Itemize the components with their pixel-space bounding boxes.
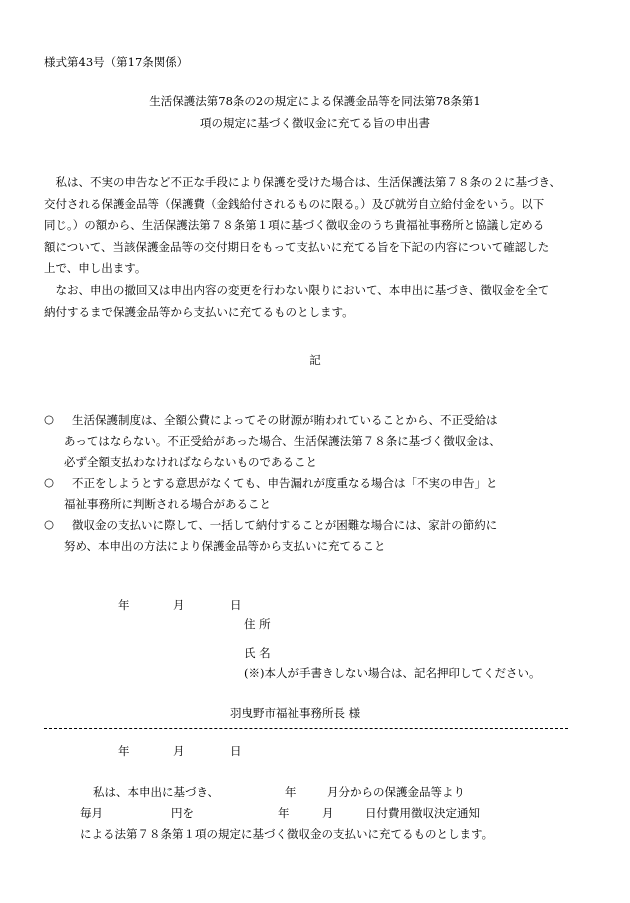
date-year-label: 年 xyxy=(118,598,130,612)
lower-line-1-a: 私は、本申出に基づき、 xyxy=(93,785,220,799)
signature-note: (※)本人が手書きしない場合は、記名押印してください。 xyxy=(244,666,541,680)
declaration-body xyxy=(44,172,590,323)
name-label: 氏 名 xyxy=(244,646,271,660)
item-3-line-1: 徴収金の支払いに際して、一括して納付することが困難な場合には、家計の節約に xyxy=(72,518,498,532)
title-line-2: 項の規定に基づく徴収金に充てる旨の申出書 xyxy=(200,116,430,130)
title-line-1: 生活保護法第78条の2の規定による保護金品等を同法第78条第1 xyxy=(149,94,481,108)
bullet-circle-icon: ○ xyxy=(44,517,55,531)
ki-heading: 記 xyxy=(309,353,321,367)
item-3-line-2: 努め、本申出の方法により保護金品等から支払いに充てること xyxy=(64,539,386,553)
item-2-line-2: 福祉事務所に判断される場合があること xyxy=(64,497,271,511)
item-1-line-3: 必ず全額支払わなければならないものであること xyxy=(64,455,317,469)
lower-year-label: 年 xyxy=(118,744,130,758)
lower-day-label: 日 xyxy=(230,744,242,758)
declaration-line: 納付するまで保護金品等から支払いに充てるものとします。 xyxy=(44,304,354,319)
lower-line-3: による法第７８条第１項の規定に基づく徴収金の支払いに充てるものとします。 xyxy=(80,827,494,841)
declaration-line: 上で、申し出ます。 xyxy=(44,261,147,276)
bullet-circle-icon: ○ xyxy=(44,412,55,426)
form-number: 様式第43号（第17条関係） xyxy=(44,55,189,69)
declaration-line: 交付される保護金品等（保護費（金銭給付されるものに限る。）及び就労自立給付金をいう。以下 xyxy=(44,196,545,211)
item-1-line-2: あってはならない。不正受給があった場合、生活保護法第７８条に基づく徴収金は、 xyxy=(64,434,501,448)
date-day-label: 日 xyxy=(230,598,242,612)
item-1-line-1: 生活保護制度は、全額公費によってその財源が賄われていることから、不正受給は xyxy=(72,413,498,427)
addressee: 羽曳野市福祉事務所長 様 xyxy=(230,706,361,720)
cut-line-divider xyxy=(44,728,568,729)
declaration-line: 同じ。）の額から、生活保護法第７８条第１項に基づく徴収金のうち貴福祉事務所と協議し定める xyxy=(44,218,545,233)
declaration-line: 私は、不実の申告など不正な手段により保護を受けた場合は、生活保護法第７８条の２に基づき、 xyxy=(44,175,562,189)
lower-year-label-2: 年 xyxy=(278,806,290,820)
lower-decision-notice: 日付費用徴収決定通知 xyxy=(365,806,480,820)
date-month-label: 月 xyxy=(173,598,185,612)
lower-month-label: 月 xyxy=(173,744,185,758)
lower-yen-label: 円を xyxy=(171,806,194,820)
address-label: 住 所 xyxy=(244,617,271,631)
lower-line-1-year: 年 xyxy=(285,785,297,799)
declaration-line: なお、申出の撤回又は申出内容の変更を行わない限りにおいて、本申出に基づき、徴収金を全て xyxy=(44,282,550,297)
lower-monthly-label: 毎月 xyxy=(80,806,103,820)
declaration-line: 額について、当該保護金品等の交付期日をもって支払いに充てる旨を下記の内容について確認した xyxy=(44,239,550,254)
bullet-circle-icon: ○ xyxy=(44,475,55,489)
item-2-line-1: 不正をしようとする意思がなくても、申告漏れが度重なる場合は「不実の申告」と xyxy=(72,476,498,490)
lower-month-label-2: 月 xyxy=(322,806,334,820)
lower-line-1-c: 月分からの保護金品等より xyxy=(327,785,465,799)
